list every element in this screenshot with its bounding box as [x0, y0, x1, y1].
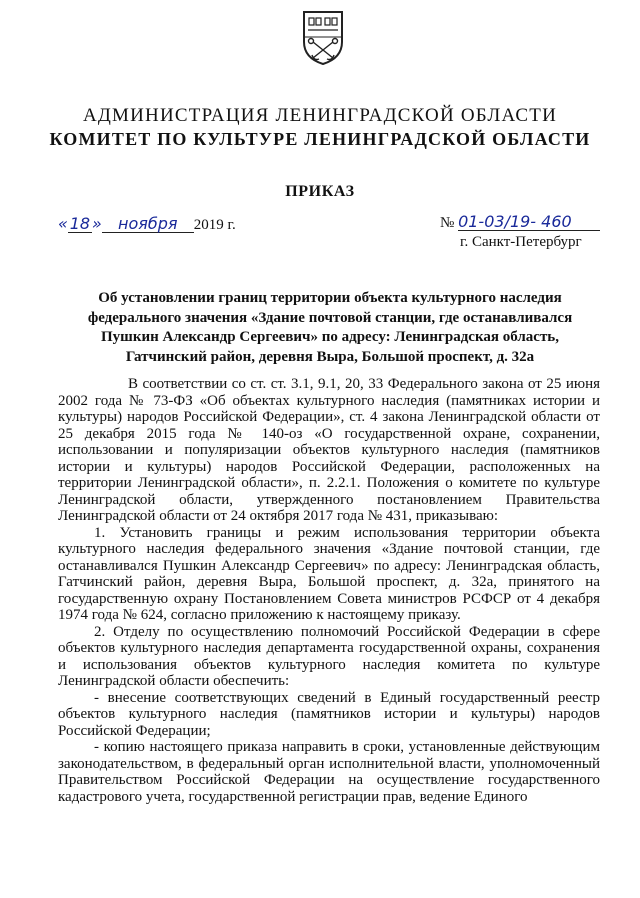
number-label: №: [440, 215, 455, 231]
paragraph: 2. Отделу по осуществлению полномочий Российской Федерации в сфере объектов культурного наследия департамента государственной охраны, сохранения и использования объектов культурного наследия комитета по культуре Ленинградской области обеспечить:: [58, 623, 600, 689]
coat-of-arms-icon: [300, 8, 346, 66]
date-close-quote: »: [91, 214, 102, 233]
document-body: [58, 376, 600, 805]
number-value: 01-03/19- 460: [458, 214, 600, 231]
document-city: г. Санкт-Петербург: [460, 234, 582, 250]
paragraph: - внесение соответствующих сведений в Единый государственный реестр объектов культурного наследия (памятников истории и культуры) народов Российской Федерации;: [58, 689, 600, 739]
paragraph: - копию настоящего приказа направить в сроки, установленные действующим законодательством, в федеральный орган исполнительной власти, уполномоченный Правительством Российской Федерации на осуществление государственного кадастрового учета, государственной регистрации прав, ведение Единого: [58, 739, 600, 805]
document-type: ПРИКАЗ: [285, 183, 355, 200]
organization-line-1: АДМИНИСТРАЦИЯ ЛЕНИНГРАДСКОЙ ОБЛАСТИ: [82, 105, 558, 126]
organization-line-2: КОМИТЕТ ПО КУЛЬТУРЕ ЛЕНИНГРАДСКОЙ ОБЛАСТИ: [49, 129, 591, 149]
date-year: 2019 г.: [193, 217, 236, 233]
document-number: [440, 214, 600, 232]
document-title: Об установлении границ территории объекта культурного наследия федерального значения «Здание почтовой станции, где останавливался Пушкин Александр Сергеевич» по адресу: Ленинградская область, Гатчинский район, деревня Выра, Большой проспект, д. 32а: [87, 290, 573, 365]
document-date: [58, 214, 236, 234]
date-month: ноября: [102, 216, 194, 233]
date-open-quote: «: [58, 214, 68, 233]
paragraph: 1. Установить границы и режим использования территории объекта культурного наследия федерального значения «Здание почтовой станции, где останавливался Пушкин Александр Сергеевич» по адресу: Ленинградская область, Гатчинский район, деревня Выра, Большой проспект, д. 32а, принятого на государственную охрану Постановлением Совета министров РСФСР от 4 декабря 1974 года № 624, согласно приложению к настоящему приказу.: [58, 524, 600, 623]
paragraph: В соответствии со ст. ст. 3.1, 9.1, 20, 33 Федерального закона от 25 июня 2002 года № 73-ФЗ «Об объектах культурного наследия (памятниках истории и культуры) народов Российской Федерации», ст. 4 закона Ленинградской области от 25 декабря 2015 года № 140-оз «О государственной охране, сохранении, использовании и популяризации объектов культурного наследия (памятников истории и культуры) народов Российской Федерации, расположенных на территории Ленинградской области», п. 2.2.1. Положения о комитете по культуре Ленинградской области, утвержденного постановлением Правительства Ленинградской области от 24 октября 2017 года № 431, приказываю:: [58, 376, 600, 524]
date-day: 18: [69, 214, 91, 233]
